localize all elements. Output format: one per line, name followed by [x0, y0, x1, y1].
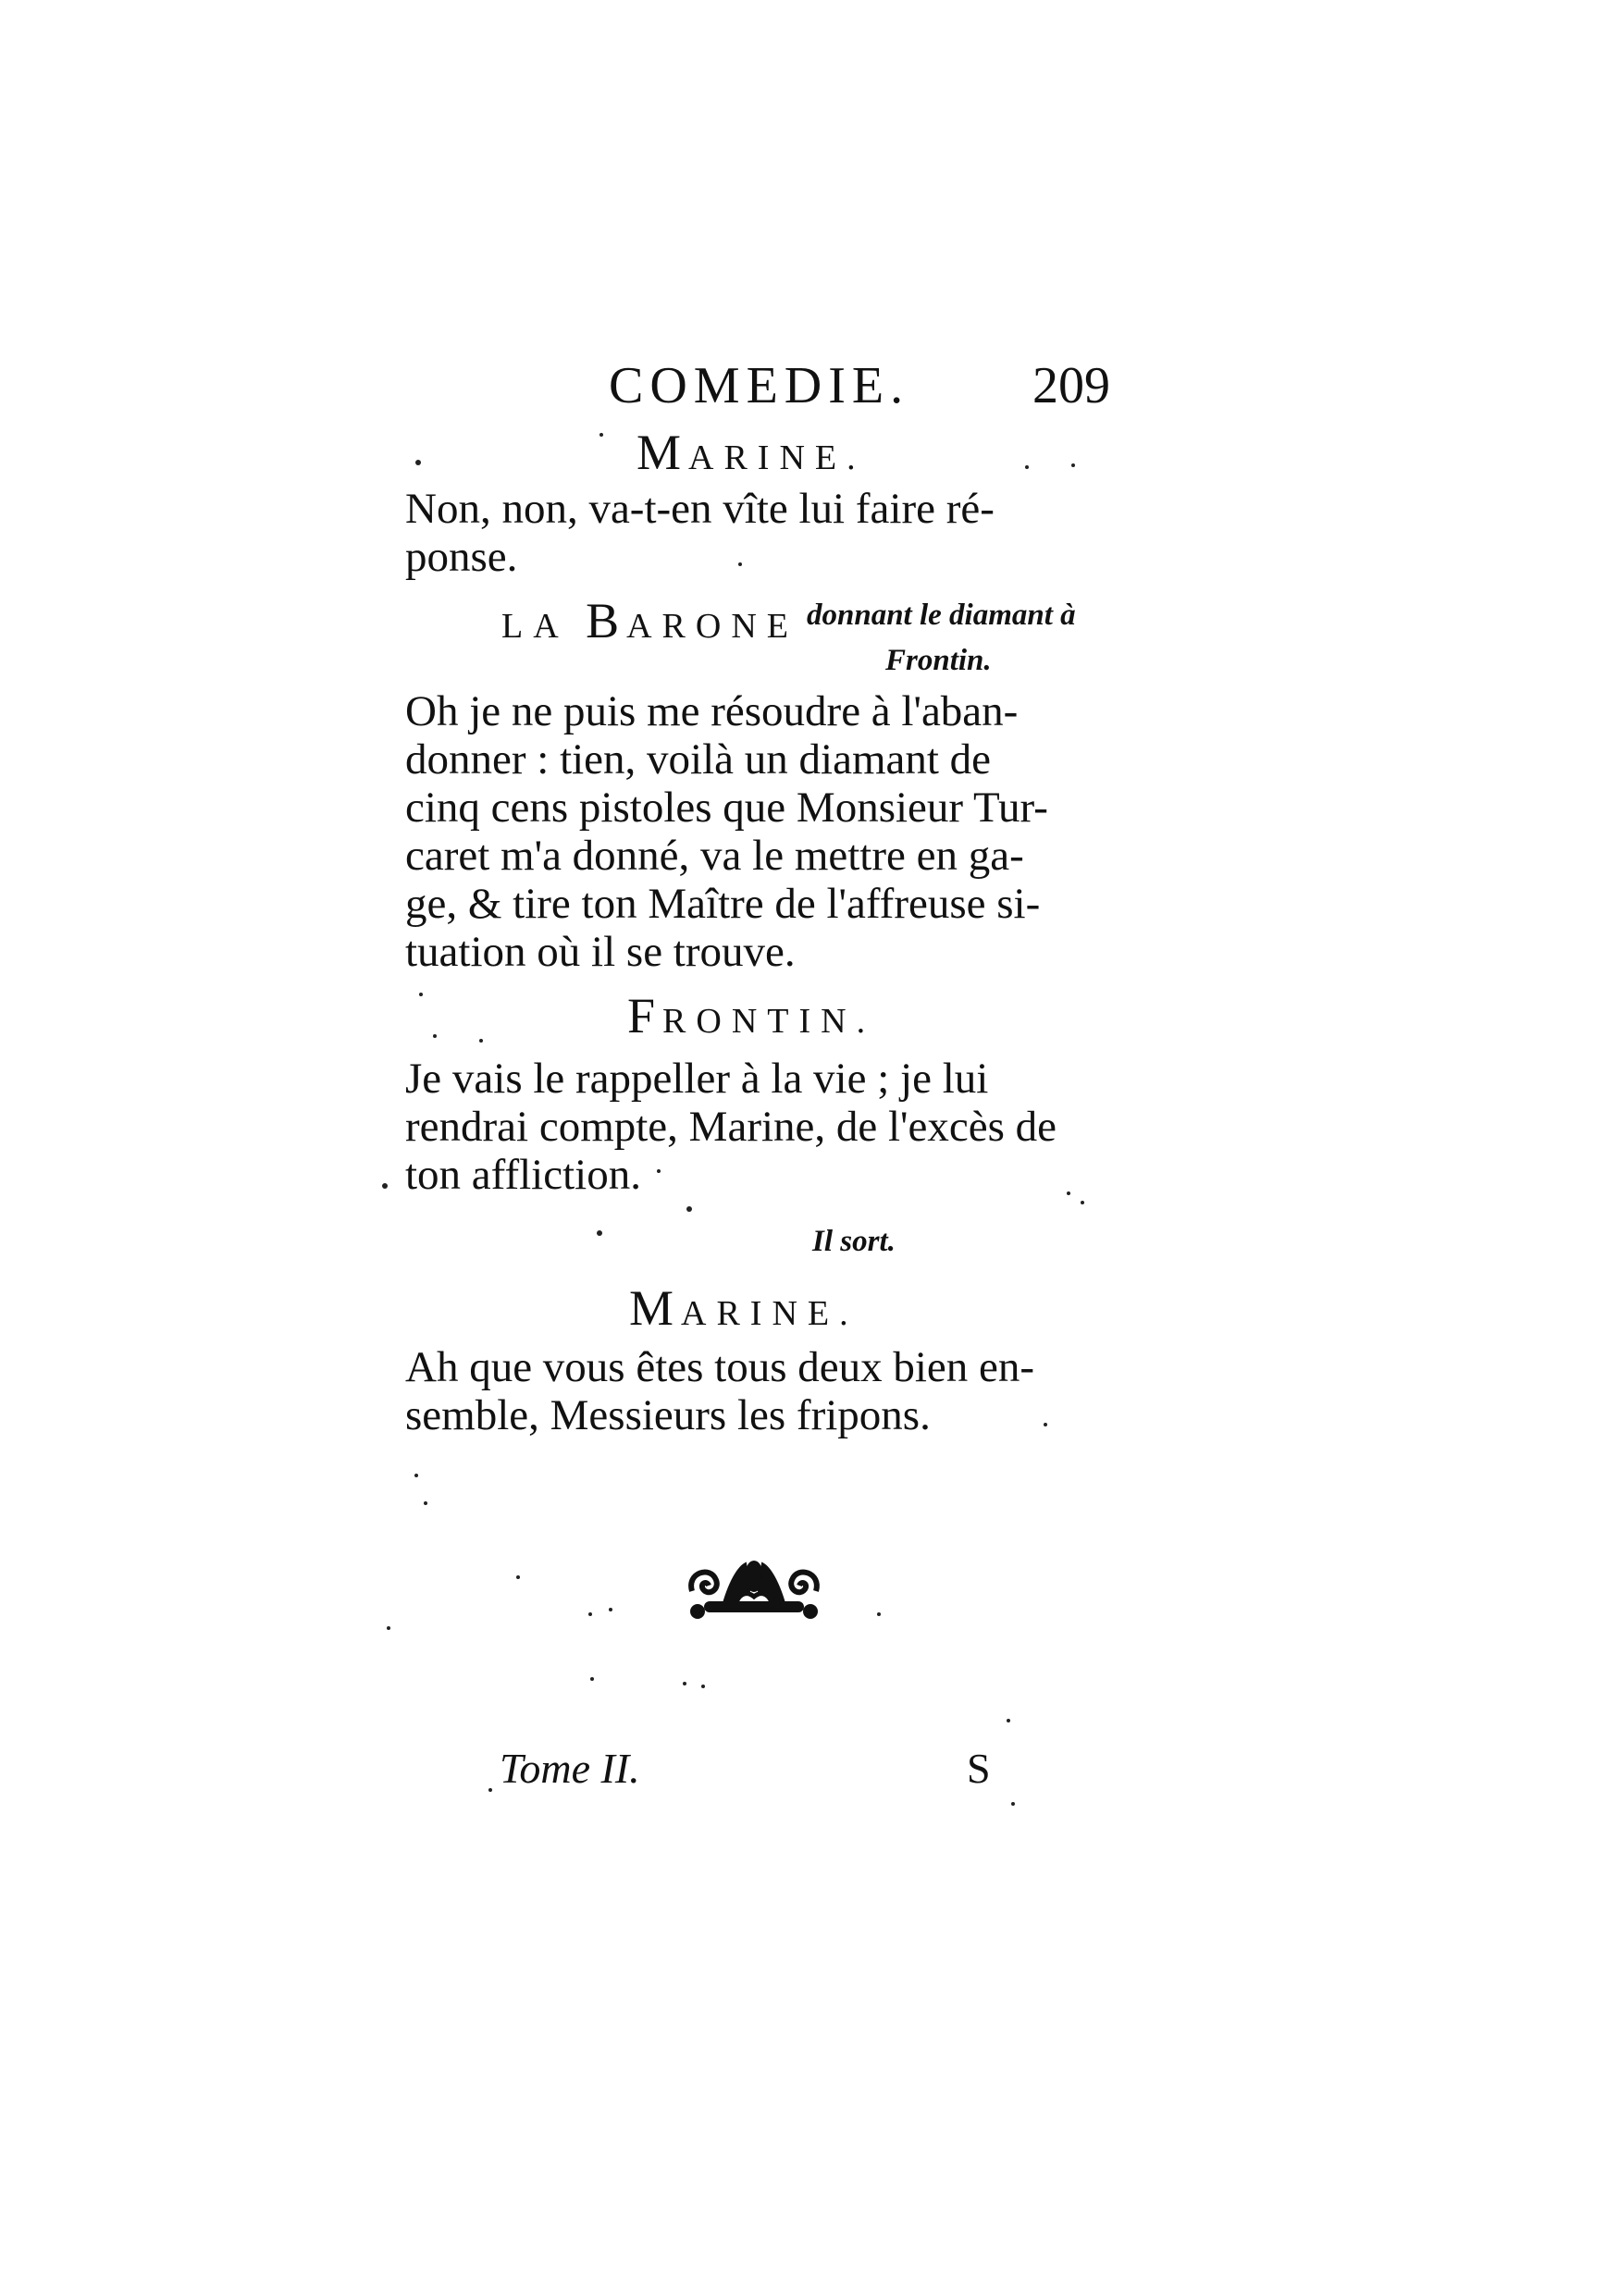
speaker-prefix: LA: [501, 607, 567, 646]
speaker-name-rest: ARONE: [626, 607, 798, 646]
speaker-frontin: [627, 987, 875, 1044]
speaker-baronne: [501, 592, 798, 649]
speaker-marine-2: [629, 1279, 859, 1337]
fleuron-ornament-icon: [685, 1554, 823, 1621]
stage-direction-continued: Frontin.: [885, 644, 992, 677]
speech-text-baronne: Oh je ne puis me résoudre à l'aban- donner : tien, voilà un diamant de cinq cens pistoles que Monsieur Tur- caret m'a donné, va le mettre en ga- ge, & tire ton Maître de l'affreuse si- tuation où il se trouve.: [405, 687, 1048, 976]
speaker-initial: M: [636, 425, 689, 480]
stage-direction: donnant le diamant à: [807, 599, 1076, 632]
page-number: 209: [1032, 357, 1110, 414]
speaker-marine: [636, 424, 866, 481]
speaker-name-rest: ARINE.: [681, 1294, 859, 1333]
running-title: COMEDIE.: [609, 357, 910, 414]
footer-volume: Tome II.: [500, 1745, 640, 1792]
speech-text-marine-2: Ah que vous êtes tous deux bien en- semble, Messieurs les fripons.: [405, 1343, 1035, 1439]
running-head: [592, 356, 1110, 430]
speaker-name-rest: ARINE.: [688, 438, 866, 477]
stage-exit: Il sort.: [812, 1225, 896, 1258]
speech-text-marine-1: Non, non, va-t-en vîte lui faire ré- ponse.: [405, 485, 995, 581]
footer-signature-mark: S: [967, 1745, 991, 1792]
speaker-initial: F: [627, 988, 663, 1043]
speaker-name-rest: RONTIN.: [662, 1002, 876, 1041]
speaker-initial: B: [586, 593, 627, 648]
speaker-initial: M: [629, 1280, 682, 1336]
speech-text-frontin: Je vais le rappeller à la vie ; je lui rendrai compte, Marine, de l'excès de ton affliction.: [405, 1055, 1057, 1199]
